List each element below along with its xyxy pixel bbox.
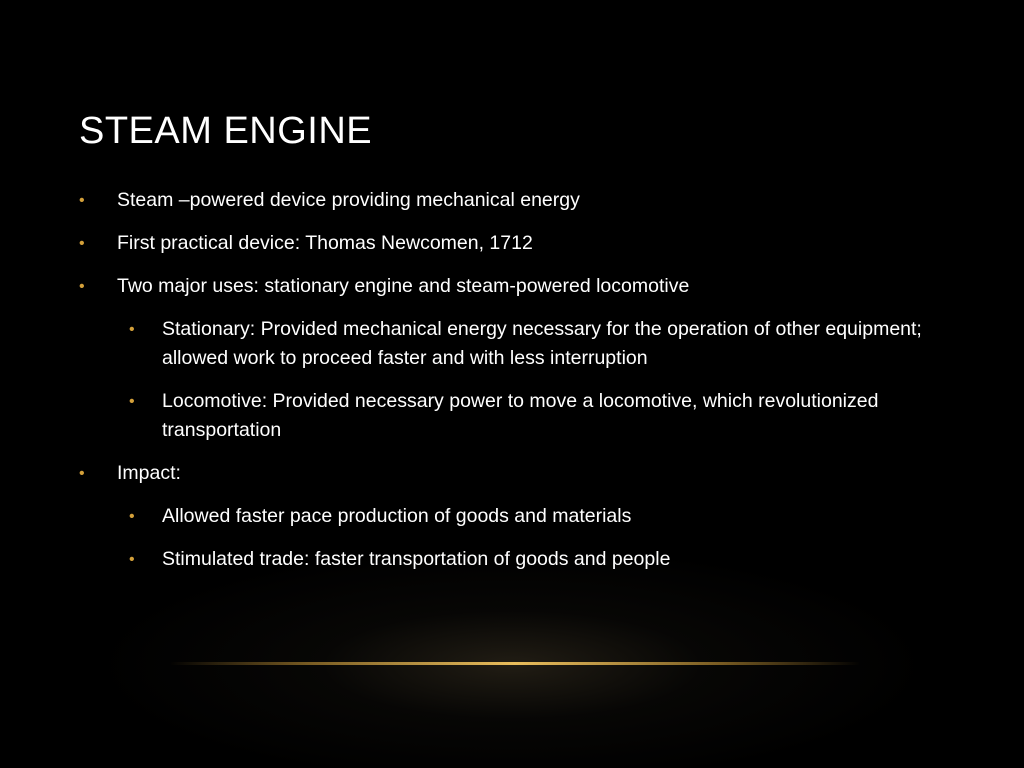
bullet-item <box>79 459 959 488</box>
bullet-item <box>79 186 959 215</box>
sub-bullet-text: Stimulated trade: faster transportation of goods and people <box>162 548 671 570</box>
bullet-text: Impact: <box>117 462 181 484</box>
sub-bullet-item <box>79 502 959 531</box>
bullet-dot-icon: • <box>129 551 135 568</box>
sub-bullet-text: Locomotive: Provided necessary power to move a locomotive, which revolutionized transportation <box>162 390 879 441</box>
bullet-dot-icon: • <box>79 465 85 482</box>
bullet-dot-icon: • <box>129 321 135 338</box>
slide-title: STEAM ENGINE <box>79 110 373 152</box>
bullet-item <box>79 229 959 258</box>
bullet-item <box>79 272 959 301</box>
sub-bullet-item <box>79 545 959 574</box>
bullet-dot-icon: • <box>129 393 135 410</box>
sub-bullet-item <box>79 387 959 445</box>
bullet-dot-icon: • <box>79 235 85 252</box>
sub-bullet-text: Stationary: Provided mechanical energy necessary for the operation of other equipment; allowed work to proceed faster and with less interruption <box>162 318 922 369</box>
bullet-dot-icon: • <box>79 278 85 295</box>
bullet-dot-icon: • <box>129 508 135 525</box>
bullet-text: First practical device: Thomas Newcomen, 1712 <box>117 232 533 254</box>
bullet-dot-icon: • <box>79 192 85 209</box>
sub-bullet-item <box>79 315 959 373</box>
bullet-list <box>79 186 959 588</box>
decorative-glow-line <box>170 662 860 665</box>
sub-bullet-text: Allowed faster pace production of goods and materials <box>162 505 632 527</box>
bullet-text: Steam –powered device providing mechanical energy <box>117 189 580 211</box>
bullet-text: Two major uses: stationary engine and steam-powered locomotive <box>117 275 690 297</box>
